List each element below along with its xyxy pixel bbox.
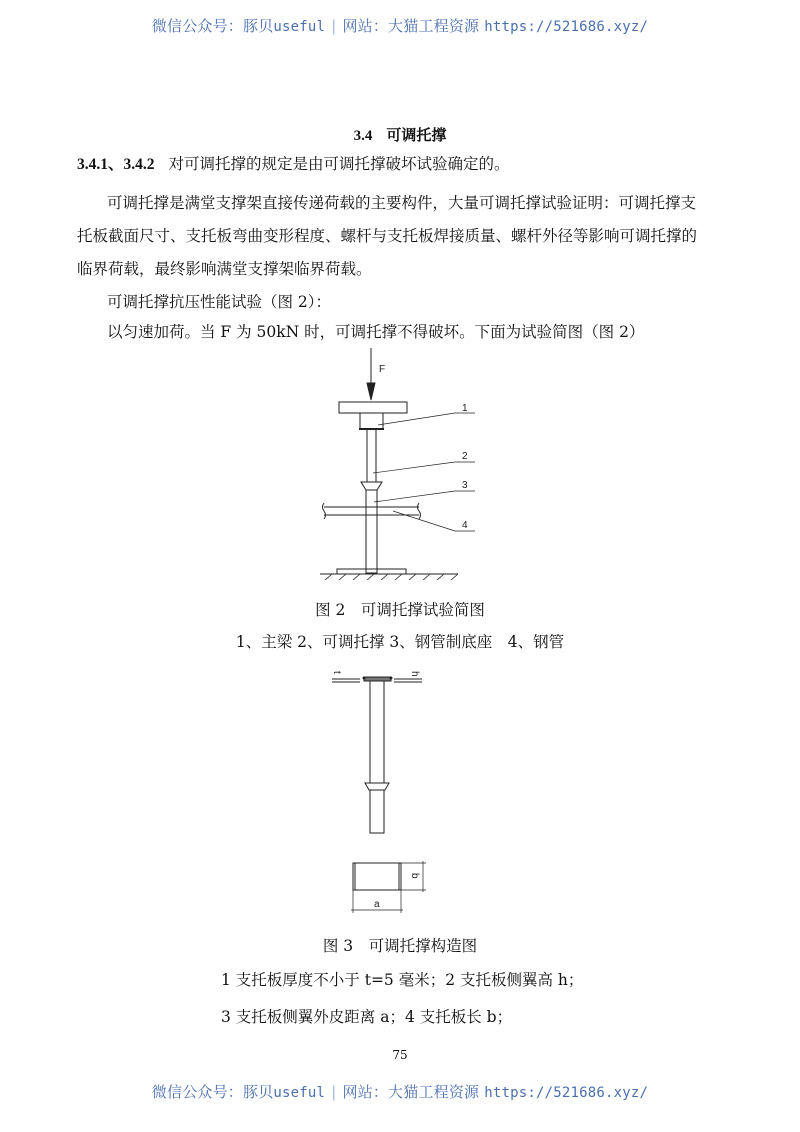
dim-label-h: h xyxy=(409,671,420,677)
figure-3-caption: 图 3 可调托撑构造图 xyxy=(322,937,478,955)
figure-2-legend: 1、主梁 2、可调托撑 3、钢管制底座 4、钢管 xyxy=(235,633,565,651)
section-title xyxy=(0,124,800,145)
paragraph-loading: 以匀速加荷。当 F 为 50kN 时，可调托撑不得破坏。下面为试验简图（图 2） xyxy=(107,323,645,341)
callout-2: 2 xyxy=(462,451,468,462)
callout-4: 4 xyxy=(462,520,468,531)
watermark-wechat: 微信公众号：豚贝 xyxy=(151,17,274,35)
figure-3-note-2: 3 支托板侧翼外皮距离 a；4 支托板长 b； xyxy=(221,1008,513,1026)
watermark-separator: | xyxy=(331,17,337,35)
dim-label-t: t xyxy=(331,671,342,674)
dim-label-b: b xyxy=(409,873,420,879)
watermark-site: 网站：大猫工程资源 xyxy=(342,17,480,35)
figure-3-note-1: 1 支托板厚度不小于 t=5 毫米；2 支托板侧翼高 h； xyxy=(221,971,584,989)
watermark-wechat-id: useful xyxy=(273,1085,326,1101)
paragraph-line-2: 托板截面尺寸、支托板弯曲变形程度、螺杆与支托板焊接质量、螺杆外径等影响可调托撑的 xyxy=(77,227,698,245)
dim-label-a: a xyxy=(374,899,380,910)
watermark-site: 网站：大猫工程资源 xyxy=(342,1083,480,1101)
clause-text: 对可调托撑的规定是由可调托撑破坏试验确定的。 xyxy=(168,155,510,173)
force-label: F xyxy=(379,364,386,375)
section-number: 3.4 xyxy=(353,128,373,144)
figure-2-caption: 图 2 可调托撑试验简图 xyxy=(315,601,485,619)
section-name: 可调托撑 xyxy=(386,126,447,144)
callout-3: 3 xyxy=(462,480,468,491)
paragraph-line-1: 可调托撑是满堂支撑架直接传递荷载的主要构件，大量可调托撑试验证明：可调托撑支 xyxy=(107,194,697,212)
paragraph-line-3: 临界荷载，最终影响满堂支撑架临界荷载。 xyxy=(77,260,372,278)
watermark-wechat-id: useful xyxy=(273,19,326,35)
page-number: 75 xyxy=(392,1048,408,1062)
watermark-footer xyxy=(0,1081,800,1102)
figure-3-diagram xyxy=(330,660,440,915)
watermark-url: https://521686.xyz/ xyxy=(484,19,649,35)
paragraph-test-intro: 可调托撑抗压性能试验（图 2）： xyxy=(107,293,332,311)
callout-1: 1 xyxy=(462,403,468,414)
watermark-separator: | xyxy=(331,1083,337,1101)
watermark-wechat: 微信公众号：豚贝 xyxy=(151,1083,274,1101)
figure-2-diagram xyxy=(310,345,480,580)
clause-number: 3.4.1、3.4.2 xyxy=(77,156,155,173)
clause-line xyxy=(77,154,510,175)
watermark-header xyxy=(0,15,800,36)
watermark-url: https://521686.xyz/ xyxy=(484,1085,649,1101)
